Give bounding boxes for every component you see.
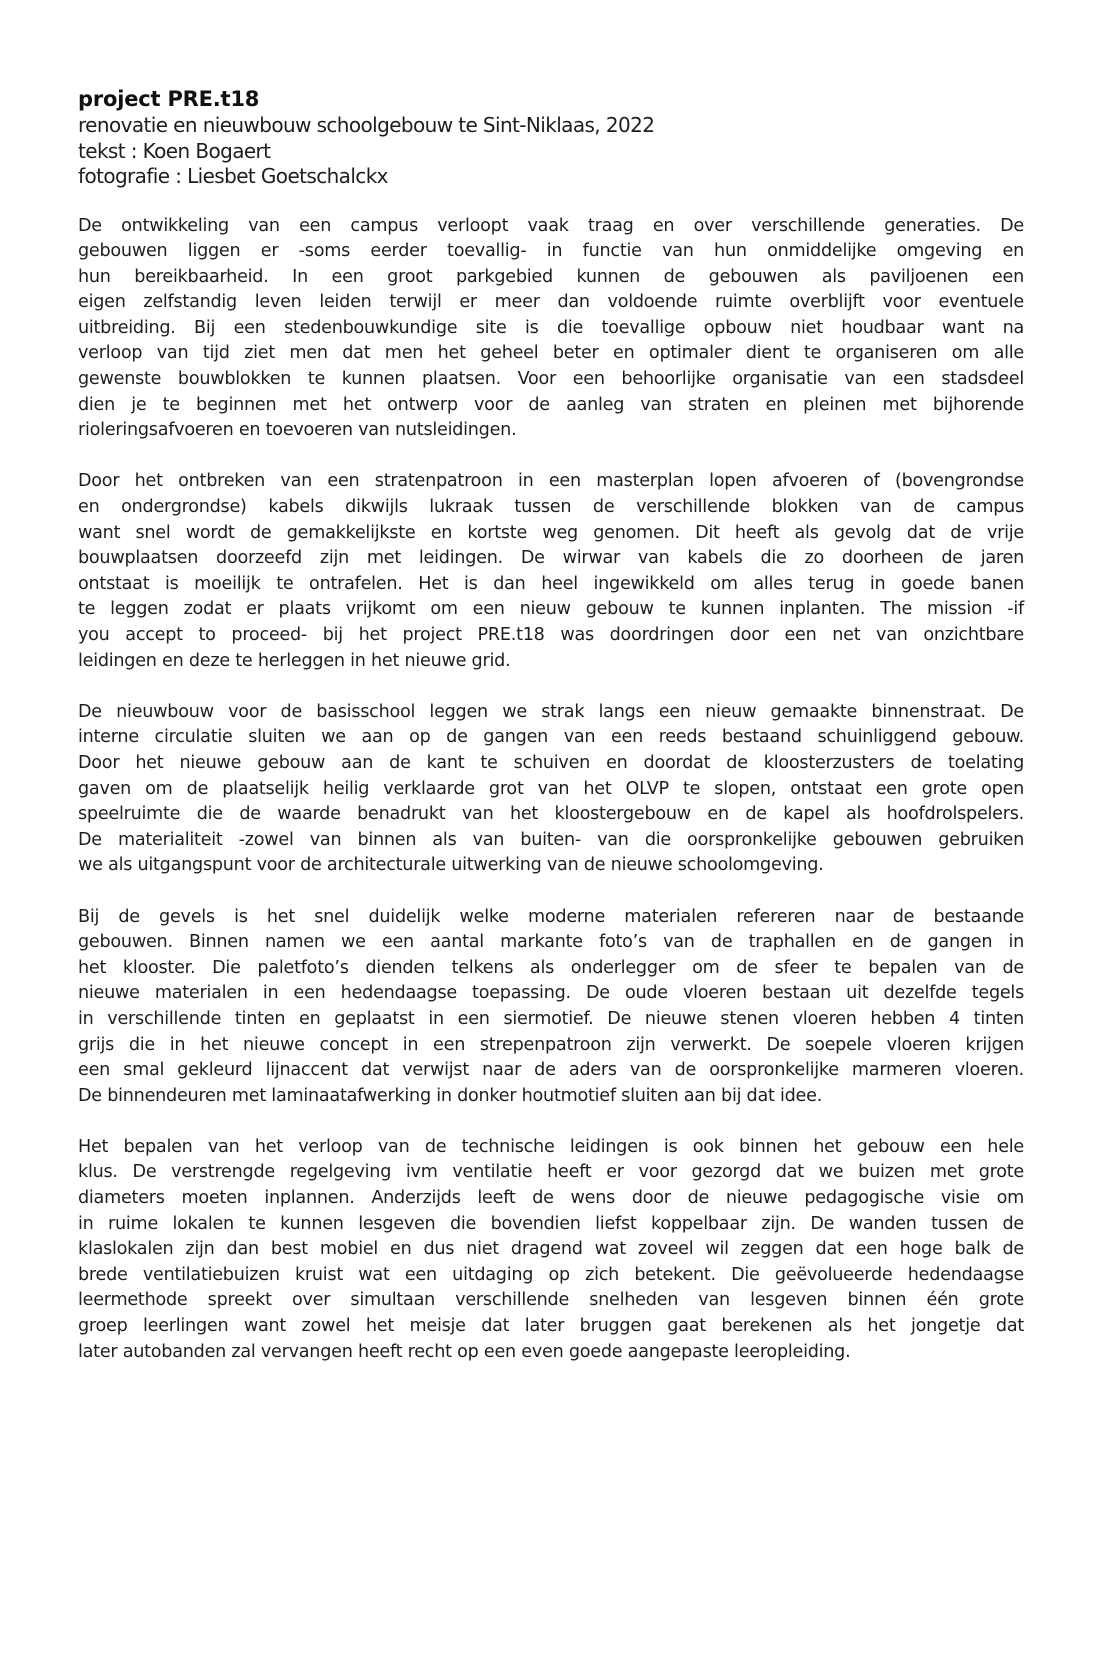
text-line: eigen zelfstandig leven leiden terwijl er meer dan voldoende ruimte overblijft voor eventuele [78,292,1024,313]
text-line: in ruime lokalen te kunnen lesgeven die bovendien liefst koppelbaar zijn. De wanden tussen de [78,1213,1024,1234]
text-line: het klooster. Die paletfoto’s dienden telkens als onderlegger om de sfeer te bepalen van de [78,957,1024,978]
paragraph-materials [78,905,1024,1110]
text-line: De materialiteit -zowel van binnen als van buiten- van die oorspronkelijke gebouwen gebruiken [78,829,1024,850]
text-line: een smal gekleurd lijnaccent dat verwijst naar de aders van de oorspronkelijke marmeren vloeren. [78,1060,1024,1081]
paragraph-new-building [78,700,1024,879]
text-line: dien je te beginnen met het ontwerp voor de aanleg van straten en pleinen met bijhorende [78,394,1024,415]
text-line: klus. De verstrengde regelgeving ivm ventilatie heeft er voor gezorgd dat we buizen met grote [78,1162,1024,1183]
text-line: uitbreiding. Bij een stedenbouwkundige site is die toevallige opbouw niet houdbaar want na [78,317,1024,338]
text-line: you accept to proceed- bij het project PRE.t18 was doordringen door een net van onzichtbare [78,625,1024,645]
document-header [78,86,1024,190]
project-title: project PRE.t18 [78,87,260,111]
text-line: interne circulatie sluiten we aan op de gangen van een reeds bestaand schuinliggend gebouw. [78,727,1024,748]
text-line: gebouwen. Binnen namen we een aantal markante foto’s van de traphallen en de gangen in [78,932,1024,953]
text-line: nieuwe materialen in een hedendaagse toepassing. De oude vloeren bestaan uit dezelfde tegels [78,983,1024,1004]
project-subtitle: renovatie en nieuwbouw schoolgebouw te Sint-Niklaas, 2022 [78,113,655,137]
text-line: brede ventilatiebuizen kruist wat een uitdaging op zich betekent. Die geëvolueerde hedendaagse [78,1264,1024,1285]
text-line: te leggen zodat er plaats vrijkomt om een nieuw gebouw te kunnen inplanten. The mission -if [78,599,1024,620]
text-line: gaven om de plaatselijk heilig verklaarde grot van het OLVP te slopen, ontstaat een grote open [78,778,1024,799]
document-page [78,86,1024,1391]
paragraph-cable-network [78,469,1024,674]
text-line: gebouwen liggen er -soms eerder toevallig- in functie van hun onmiddelijke omgeving en [78,241,1024,262]
text-line: De binnendeuren met laminaatafwerking in donker houtmotief sluiten aan bij dat idee. [78,1085,823,1106]
paragraph-technical-installations [78,1135,1024,1365]
text-credit: tekst : Koen Bogaert [78,138,271,163]
text-line: Het bepalen van het verloop van de technische leidingen is ook binnen het gebouw een hele [78,1136,1024,1157]
text-line: ontstaat is moeilijk te ontrafelen. Het is dan heel ingewikkeld om alles terug in goede banen [78,573,1024,594]
text-line: hun bereikbaarheid. In een groot parkgebied kunnen de gebouwen als paviljoenen een [78,266,1024,287]
text-line: later autobanden zal vervangen heeft recht op een even goede aangepaste leeropleiding. [78,1341,851,1362]
text-line: De ontwikkeling van een campus verloopt vaak traag en over verschillende generaties. De [78,215,1024,236]
text-line: groep leerlingen want zowel het meisje dat later bruggen gaat berekenen als het jongetje dat [78,1316,1024,1337]
text-line: in verschillende tinten en geplaatst in een siermotief. De nieuwe stenen vloeren hebben 4 tinten [78,1008,1024,1029]
text-line: Door het nieuwe gebouw aan de kant te schuiven en doordat de kloosterzusters de toelating [78,752,1024,773]
text-line: grijs die in het nieuwe concept in een strepenpatroon zijn verwerkt. De soepele vloeren krijgen [78,1034,1024,1055]
text-line: Door het ontbreken van een stratenpatroon in een masterplan lopen afvoeren of (bovengrondse [78,471,1024,492]
text-line: Bij de gevels is het snel duidelijk welke moderne materialen refereren naar de bestaande [78,906,1024,927]
text-line: klaslokalen zijn dan best mobiel en dus niet dragend wat zoveel wil zeggen dat een hoge balk de [78,1239,1024,1260]
text-line: bouwplaatsen doorzeefd zijn met leidingen. De wirwar van kabels die zo doorheen de jaren [78,548,1024,569]
paragraph-campus-development [78,214,1024,444]
text-line: want snel wordt de gemakkelijkste en kortste weg genomen. Dit heeft als gevolg dat de vrije [78,522,1024,543]
text-line: gewenste bouwblokken te kunnen plaatsen. Voor een behoorlijke organisatie van een stadsdeel [78,369,1024,390]
text-line: leidingen en deze te herleggen in het nieuwe grid. [78,650,511,671]
text-line: leermethode spreekt over simultaan verschillende snelheden van lesgeven binnen één grote [78,1290,1024,1311]
text-line: rioleringsafvoeren en toevoeren van nutsleidingen. [78,420,517,441]
text-line: diameters moeten inplannen. Anderzijds leeft de wens door de nieuwe pedagogische visie om [78,1188,1024,1209]
photo-credit: fotografie : Liesbet Goetschalckx [78,164,388,188]
text-line: verloop van tijd ziet men dat men het geheel beter en optimaler dient te organiseren om alle [78,343,1024,364]
text-line: we als uitgangspunt voor de architecturale uitwerking van de nieuwe schoolomgeving. [78,855,824,876]
text-line: en ondergrondse) kabels dikwijls lukraak tussen de verschillende blokken van de campus [78,497,1024,518]
text-line: De nieuwbouw voor de basisschool leggen we strak langs een nieuw gemaakte binnenstraat. De [78,701,1024,722]
text-line: speelruimte die de waarde benadrukt van het kloostergebouw en de kapel als hoofdrolspelers. [78,804,1024,825]
